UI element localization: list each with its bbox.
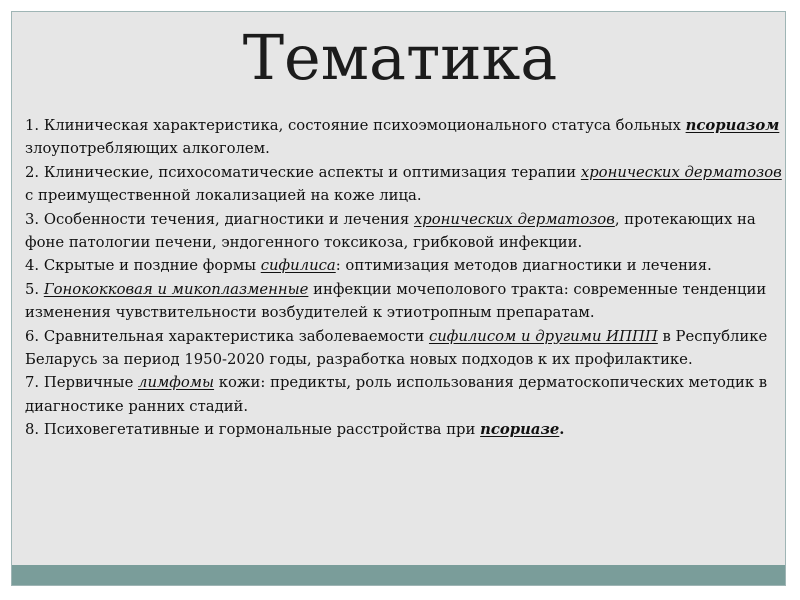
item-keyword: псориазом xyxy=(685,117,780,134)
item-text-after: , протекающих на фоне патологии печени, эндогенного токсикоза, грибковой инфекции. xyxy=(25,210,756,252)
item-keyword: сифилиса xyxy=(260,257,336,275)
item-text-after: : оптимизация методов диагностики и лечения. xyxy=(335,257,712,275)
item-text-before: Клинические, психосоматические аспекты и оптимизация терапии xyxy=(43,163,581,181)
list-item xyxy=(25,278,785,325)
item-number: 5. xyxy=(25,280,44,298)
list-item xyxy=(25,371,785,418)
list-item xyxy=(25,161,785,208)
item-text-after: злоупотребляющих алкоголем. xyxy=(25,140,270,158)
item-keyword: лимфомы xyxy=(138,374,215,392)
item-text-after: кожи: предикты, роль использования дерматоскопических методик в диагностике ранних стадий. xyxy=(25,374,768,415)
item-number: 2. xyxy=(25,163,44,181)
item-text-after: инфекции мочеполового тракта: современные тенденции изменения чувствительности возбудителей к этиотропным препаратам. xyxy=(25,280,767,322)
list-item xyxy=(25,208,785,255)
item-text-before: Первичные xyxy=(43,374,139,392)
topic-list xyxy=(25,114,785,442)
item-text-before: Клиническая характеристика, состояние психоэмоционального статуса больных xyxy=(43,117,686,134)
item-text-before: Сравнительная характеристика заболеваемости xyxy=(43,327,429,345)
item-keyword: Гонококковая и микоплазменные xyxy=(43,280,309,298)
footer-bar xyxy=(12,565,785,585)
item-text-after: с преимущественной локализацией на коже лица. xyxy=(25,187,422,205)
item-number: 8. xyxy=(25,421,44,439)
item-text-after: в Республике Беларусь за период 1950-2020 годы, разработка новых подходов к их профилактике. xyxy=(25,327,768,369)
item-number: 4. xyxy=(25,257,44,275)
item-text-before: Особенности течения, диагностики и лечения xyxy=(43,210,414,228)
item-keyword: хронических дерматозов xyxy=(580,163,782,181)
item-keyword: сифилисом и другими ИППП xyxy=(428,327,658,345)
list-item xyxy=(25,254,785,277)
item-number: 3. xyxy=(25,210,44,228)
item-number: 1. xyxy=(25,117,44,134)
item-text-before: Скрытые и поздние формы xyxy=(43,257,261,275)
item-text-after: . xyxy=(559,421,565,439)
item-number: 7. xyxy=(25,374,44,392)
list-item xyxy=(25,114,785,161)
item-text-before: Психовегетативные и гормональные расстройства при xyxy=(43,421,481,439)
list-item xyxy=(25,418,785,441)
slide-title: Тематика xyxy=(242,21,558,94)
item-keyword: псориазе xyxy=(480,421,560,439)
item-number: 6. xyxy=(25,327,44,345)
item-keyword: хронических дерматозов xyxy=(413,210,615,228)
list-item xyxy=(25,325,785,372)
